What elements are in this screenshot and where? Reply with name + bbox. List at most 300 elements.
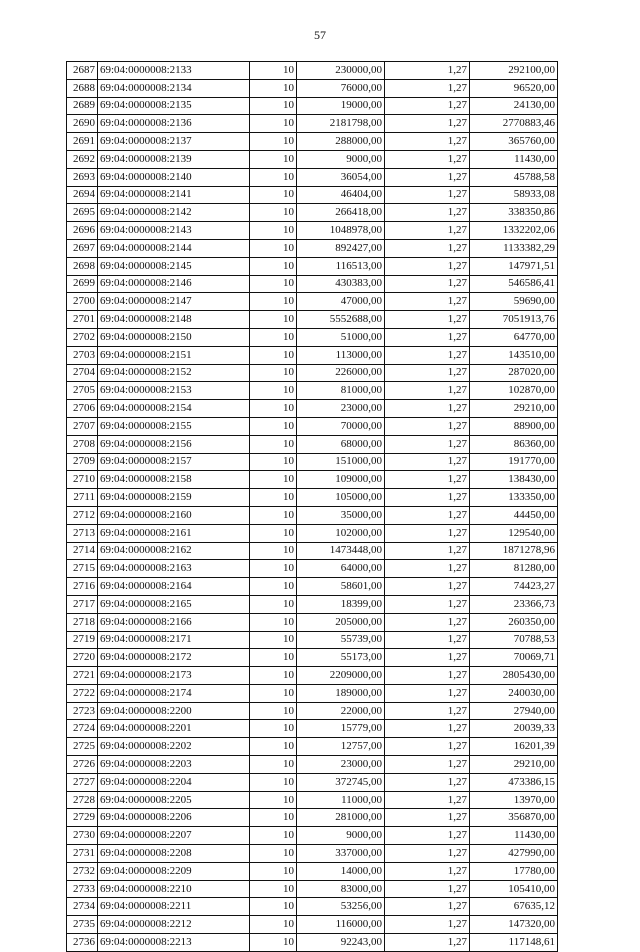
cadastral-number-cell: 69:04:0000008:2154 xyxy=(98,400,250,418)
table-row xyxy=(67,471,558,489)
coefficient-cell: 1,27 xyxy=(385,62,470,80)
base-value-cell: 14000,00 xyxy=(297,862,385,880)
coefficient-cell: 1,27 xyxy=(385,702,470,720)
table-row xyxy=(67,453,558,471)
count-cell: 10 xyxy=(250,62,297,80)
result-value-cell: 473386,15 xyxy=(470,773,558,791)
result-value-cell: 70788,53 xyxy=(470,631,558,649)
cadastral-number-cell: 69:04:0000008:2143 xyxy=(98,222,250,240)
table-row xyxy=(67,328,558,346)
base-value-cell: 105000,00 xyxy=(297,489,385,507)
cadastral-number-cell: 69:04:0000008:2208 xyxy=(98,845,250,863)
count-cell: 10 xyxy=(250,186,297,204)
coefficient-cell: 1,27 xyxy=(385,453,470,471)
table-row xyxy=(67,293,558,311)
count-cell: 10 xyxy=(250,595,297,613)
base-value-cell: 36054,00 xyxy=(297,168,385,186)
result-value-cell: 11430,00 xyxy=(470,827,558,845)
table-row xyxy=(67,364,558,382)
coefficient-cell: 1,27 xyxy=(385,595,470,613)
cadastral-number-cell: 69:04:0000008:2206 xyxy=(98,809,250,827)
base-value-cell: 430383,00 xyxy=(297,275,385,293)
cadastral-value-table xyxy=(66,61,558,952)
table-row xyxy=(67,168,558,186)
row-number-cell: 2697 xyxy=(67,239,98,257)
row-number-cell: 2729 xyxy=(67,809,98,827)
table-row xyxy=(67,845,558,863)
row-number-cell: 2734 xyxy=(67,898,98,916)
result-value-cell: 105410,00 xyxy=(470,880,558,898)
coefficient-cell: 1,27 xyxy=(385,400,470,418)
coefficient-cell: 1,27 xyxy=(385,97,470,115)
coefficient-cell: 1,27 xyxy=(385,791,470,809)
result-value-cell: 96520,00 xyxy=(470,79,558,97)
table-row xyxy=(67,613,558,631)
base-value-cell: 46404,00 xyxy=(297,186,385,204)
row-number-cell: 2707 xyxy=(67,417,98,435)
count-cell: 10 xyxy=(250,738,297,756)
row-number-cell: 2718 xyxy=(67,613,98,631)
result-value-cell: 147971,51 xyxy=(470,257,558,275)
count-cell: 10 xyxy=(250,827,297,845)
row-number-cell: 2688 xyxy=(67,79,98,97)
row-number-cell: 2703 xyxy=(67,346,98,364)
cadastral-number-cell: 69:04:0000008:2163 xyxy=(98,560,250,578)
coefficient-cell: 1,27 xyxy=(385,417,470,435)
base-value-cell: 58601,00 xyxy=(297,578,385,596)
page-number: 57 xyxy=(314,28,326,42)
row-number-cell: 2700 xyxy=(67,293,98,311)
base-value-cell: 113000,00 xyxy=(297,346,385,364)
base-value-cell: 23000,00 xyxy=(297,756,385,774)
base-value-cell: 83000,00 xyxy=(297,880,385,898)
coefficient-cell: 1,27 xyxy=(385,328,470,346)
count-cell: 10 xyxy=(250,542,297,560)
result-value-cell: 138430,00 xyxy=(470,471,558,489)
count-cell: 10 xyxy=(250,934,297,952)
row-number-cell: 2702 xyxy=(67,328,98,346)
count-cell: 10 xyxy=(250,506,297,524)
table-row xyxy=(67,934,558,952)
result-value-cell: 356870,00 xyxy=(470,809,558,827)
row-number-cell: 2717 xyxy=(67,595,98,613)
cadastral-number-cell: 69:04:0000008:2174 xyxy=(98,684,250,702)
cadastral-number-cell: 69:04:0000008:2203 xyxy=(98,756,250,774)
cadastral-number-cell: 69:04:0000008:2204 xyxy=(98,773,250,791)
table-row xyxy=(67,346,558,364)
count-cell: 10 xyxy=(250,435,297,453)
row-number-cell: 2721 xyxy=(67,667,98,685)
table-row xyxy=(67,133,558,151)
cadastral-number-cell: 69:04:0000008:2146 xyxy=(98,275,250,293)
result-value-cell: 81280,00 xyxy=(470,560,558,578)
cadastral-number-cell: 69:04:0000008:2140 xyxy=(98,168,250,186)
cadastral-number-cell: 69:04:0000008:2205 xyxy=(98,791,250,809)
cadastral-number-cell: 69:04:0000008:2139 xyxy=(98,150,250,168)
cadastral-number-cell: 69:04:0000008:2161 xyxy=(98,524,250,542)
coefficient-cell: 1,27 xyxy=(385,827,470,845)
count-cell: 10 xyxy=(250,346,297,364)
table-row xyxy=(67,97,558,115)
cadastral-number-cell: 69:04:0000008:2162 xyxy=(98,542,250,560)
row-number-cell: 2722 xyxy=(67,684,98,702)
base-value-cell: 51000,00 xyxy=(297,328,385,346)
count-cell: 10 xyxy=(250,756,297,774)
table-row xyxy=(67,578,558,596)
coefficient-cell: 1,27 xyxy=(385,364,470,382)
count-cell: 10 xyxy=(250,133,297,151)
row-number-cell: 2733 xyxy=(67,880,98,898)
count-cell: 10 xyxy=(250,667,297,685)
row-number-cell: 2699 xyxy=(67,275,98,293)
row-number-cell: 2726 xyxy=(67,756,98,774)
result-value-cell: 427990,00 xyxy=(470,845,558,863)
row-number-cell: 2691 xyxy=(67,133,98,151)
table-row xyxy=(67,489,558,507)
coefficient-cell: 1,27 xyxy=(385,916,470,934)
row-number-cell: 2701 xyxy=(67,311,98,329)
base-value-cell: 47000,00 xyxy=(297,293,385,311)
base-value-cell: 15779,00 xyxy=(297,720,385,738)
coefficient-cell: 1,27 xyxy=(385,898,470,916)
result-value-cell: 147320,00 xyxy=(470,916,558,934)
count-cell: 10 xyxy=(250,311,297,329)
row-number-cell: 2693 xyxy=(67,168,98,186)
result-value-cell: 292100,00 xyxy=(470,62,558,80)
coefficient-cell: 1,27 xyxy=(385,738,470,756)
table-row xyxy=(67,239,558,257)
count-cell: 10 xyxy=(250,453,297,471)
row-number-cell: 2716 xyxy=(67,578,98,596)
row-number-cell: 2719 xyxy=(67,631,98,649)
row-number-cell: 2725 xyxy=(67,738,98,756)
count-cell: 10 xyxy=(250,720,297,738)
table-row xyxy=(67,186,558,204)
count-cell: 10 xyxy=(250,239,297,257)
result-value-cell: 58933,08 xyxy=(470,186,558,204)
table-row xyxy=(67,275,558,293)
table-row xyxy=(67,542,558,560)
base-value-cell: 892427,00 xyxy=(297,239,385,257)
count-cell: 10 xyxy=(250,328,297,346)
cadastral-number-cell: 69:04:0000008:2166 xyxy=(98,613,250,631)
table-row xyxy=(67,791,558,809)
base-value-cell: 281000,00 xyxy=(297,809,385,827)
base-value-cell: 2209000,00 xyxy=(297,667,385,685)
count-cell: 10 xyxy=(250,364,297,382)
base-value-cell: 189000,00 xyxy=(297,684,385,702)
result-value-cell: 16201,39 xyxy=(470,738,558,756)
table-row xyxy=(67,150,558,168)
table-row xyxy=(67,222,558,240)
count-cell: 10 xyxy=(250,631,297,649)
base-value-cell: 19000,00 xyxy=(297,97,385,115)
result-value-cell: 240030,00 xyxy=(470,684,558,702)
count-cell: 10 xyxy=(250,204,297,222)
coefficient-cell: 1,27 xyxy=(385,506,470,524)
count-cell: 10 xyxy=(250,257,297,275)
result-value-cell: 2805430,00 xyxy=(470,667,558,685)
table-row xyxy=(67,898,558,916)
cadastral-number-cell: 69:04:0000008:2212 xyxy=(98,916,250,934)
base-value-cell: 102000,00 xyxy=(297,524,385,542)
row-number-cell: 2706 xyxy=(67,400,98,418)
coefficient-cell: 1,27 xyxy=(385,471,470,489)
count-cell: 10 xyxy=(250,150,297,168)
coefficient-cell: 1,27 xyxy=(385,631,470,649)
base-value-cell: 68000,00 xyxy=(297,435,385,453)
row-number-cell: 2723 xyxy=(67,702,98,720)
count-cell: 10 xyxy=(250,809,297,827)
cadastral-number-cell: 69:04:0000008:2148 xyxy=(98,311,250,329)
cadastral-number-cell: 69:04:0000008:2164 xyxy=(98,578,250,596)
table-row xyxy=(67,649,558,667)
coefficient-cell: 1,27 xyxy=(385,489,470,507)
count-cell: 10 xyxy=(250,702,297,720)
result-value-cell: 2770883,46 xyxy=(470,115,558,133)
base-value-cell: 9000,00 xyxy=(297,150,385,168)
row-number-cell: 2724 xyxy=(67,720,98,738)
coefficient-cell: 1,27 xyxy=(385,79,470,97)
count-cell: 10 xyxy=(250,115,297,133)
base-value-cell: 372745,00 xyxy=(297,773,385,791)
row-number-cell: 2708 xyxy=(67,435,98,453)
cadastral-number-cell: 69:04:0000008:2153 xyxy=(98,382,250,400)
base-value-cell: 109000,00 xyxy=(297,471,385,489)
row-number-cell: 2736 xyxy=(67,934,98,952)
count-cell: 10 xyxy=(250,684,297,702)
table-row xyxy=(67,382,558,400)
base-value-cell: 2181798,00 xyxy=(297,115,385,133)
result-value-cell: 1332202,06 xyxy=(470,222,558,240)
coefficient-cell: 1,27 xyxy=(385,845,470,863)
base-value-cell: 92243,00 xyxy=(297,934,385,952)
base-value-cell: 53256,00 xyxy=(297,898,385,916)
count-cell: 10 xyxy=(250,471,297,489)
count-cell: 10 xyxy=(250,97,297,115)
table-row xyxy=(67,720,558,738)
cadastral-number-cell: 69:04:0000008:2152 xyxy=(98,364,250,382)
base-value-cell: 64000,00 xyxy=(297,560,385,578)
table-row xyxy=(67,916,558,934)
cadastral-number-cell: 69:04:0000008:2133 xyxy=(98,62,250,80)
coefficient-cell: 1,27 xyxy=(385,293,470,311)
cadastral-number-cell: 69:04:0000008:2172 xyxy=(98,649,250,667)
count-cell: 10 xyxy=(250,560,297,578)
coefficient-cell: 1,27 xyxy=(385,773,470,791)
result-value-cell: 29210,00 xyxy=(470,756,558,774)
row-number-cell: 2690 xyxy=(67,115,98,133)
row-number-cell: 2720 xyxy=(67,649,98,667)
result-value-cell: 546586,41 xyxy=(470,275,558,293)
row-number-cell: 2731 xyxy=(67,845,98,863)
base-value-cell: 18399,00 xyxy=(297,595,385,613)
row-number-cell: 2689 xyxy=(67,97,98,115)
base-value-cell: 205000,00 xyxy=(297,613,385,631)
row-number-cell: 2711 xyxy=(67,489,98,507)
count-cell: 10 xyxy=(250,898,297,916)
coefficient-cell: 1,27 xyxy=(385,809,470,827)
coefficient-cell: 1,27 xyxy=(385,880,470,898)
count-cell: 10 xyxy=(250,400,297,418)
result-value-cell: 129540,00 xyxy=(470,524,558,542)
cadastral-number-cell: 69:04:0000008:2160 xyxy=(98,506,250,524)
coefficient-cell: 1,27 xyxy=(385,115,470,133)
coefficient-cell: 1,27 xyxy=(385,311,470,329)
cadastral-number-cell: 69:04:0000008:2173 xyxy=(98,667,250,685)
row-number-cell: 2730 xyxy=(67,827,98,845)
cadastral-number-cell: 69:04:0000008:2136 xyxy=(98,115,250,133)
result-value-cell: 64770,00 xyxy=(470,328,558,346)
base-value-cell: 1048978,00 xyxy=(297,222,385,240)
coefficient-cell: 1,27 xyxy=(385,435,470,453)
row-number-cell: 2735 xyxy=(67,916,98,934)
base-value-cell: 266418,00 xyxy=(297,204,385,222)
coefficient-cell: 1,27 xyxy=(385,168,470,186)
count-cell: 10 xyxy=(250,862,297,880)
base-value-cell: 288000,00 xyxy=(297,133,385,151)
coefficient-cell: 1,27 xyxy=(385,934,470,952)
table-row xyxy=(67,631,558,649)
result-value-cell: 1871278,96 xyxy=(470,542,558,560)
result-value-cell: 29210,00 xyxy=(470,400,558,418)
result-value-cell: 44450,00 xyxy=(470,506,558,524)
row-number-cell: 2709 xyxy=(67,453,98,471)
count-cell: 10 xyxy=(250,613,297,631)
row-number-cell: 2714 xyxy=(67,542,98,560)
cadastral-number-cell: 69:04:0000008:2145 xyxy=(98,257,250,275)
table-row xyxy=(67,702,558,720)
cadastral-number-cell: 69:04:0000008:2134 xyxy=(98,79,250,97)
table-row xyxy=(67,62,558,80)
cadastral-number-cell: 69:04:0000008:2213 xyxy=(98,934,250,952)
row-number-cell: 2695 xyxy=(67,204,98,222)
count-cell: 10 xyxy=(250,880,297,898)
count-cell: 10 xyxy=(250,489,297,507)
coefficient-cell: 1,27 xyxy=(385,275,470,293)
table-row xyxy=(67,506,558,524)
coefficient-cell: 1,27 xyxy=(385,133,470,151)
result-value-cell: 365760,00 xyxy=(470,133,558,151)
count-cell: 10 xyxy=(250,524,297,542)
row-number-cell: 2692 xyxy=(67,150,98,168)
cadastral-number-cell: 69:04:0000008:2211 xyxy=(98,898,250,916)
row-number-cell: 2696 xyxy=(67,222,98,240)
coefficient-cell: 1,27 xyxy=(385,150,470,168)
table-row xyxy=(67,667,558,685)
coefficient-cell: 1,27 xyxy=(385,667,470,685)
base-value-cell: 1473448,00 xyxy=(297,542,385,560)
base-value-cell: 55739,00 xyxy=(297,631,385,649)
table-row xyxy=(67,115,558,133)
row-number-cell: 2713 xyxy=(67,524,98,542)
cadastral-number-cell: 69:04:0000008:2141 xyxy=(98,186,250,204)
coefficient-cell: 1,27 xyxy=(385,257,470,275)
cadastral-number-cell: 69:04:0000008:2151 xyxy=(98,346,250,364)
base-value-cell: 55173,00 xyxy=(297,649,385,667)
row-number-cell: 2728 xyxy=(67,791,98,809)
table-row xyxy=(67,862,558,880)
table-row xyxy=(67,435,558,453)
count-cell: 10 xyxy=(250,578,297,596)
result-value-cell: 17780,00 xyxy=(470,862,558,880)
count-cell: 10 xyxy=(250,168,297,186)
base-value-cell: 116000,00 xyxy=(297,916,385,934)
table-body xyxy=(67,62,558,952)
cadastral-number-cell: 69:04:0000008:2171 xyxy=(98,631,250,649)
result-value-cell: 287020,00 xyxy=(470,364,558,382)
base-value-cell: 81000,00 xyxy=(297,382,385,400)
result-value-cell: 102870,00 xyxy=(470,382,558,400)
cadastral-number-cell: 69:04:0000008:2159 xyxy=(98,489,250,507)
row-number-cell: 2687 xyxy=(67,62,98,80)
table-row xyxy=(67,773,558,791)
count-cell: 10 xyxy=(250,417,297,435)
result-value-cell: 23366,73 xyxy=(470,595,558,613)
result-value-cell: 7051913,76 xyxy=(470,311,558,329)
coefficient-cell: 1,27 xyxy=(385,720,470,738)
table-row xyxy=(67,560,558,578)
cadastral-number-cell: 69:04:0000008:2202 xyxy=(98,738,250,756)
base-value-cell: 76000,00 xyxy=(297,79,385,97)
coefficient-cell: 1,27 xyxy=(385,684,470,702)
cadastral-number-cell: 69:04:0000008:2144 xyxy=(98,239,250,257)
row-number-cell: 2694 xyxy=(67,186,98,204)
cadastral-number-cell: 69:04:0000008:2147 xyxy=(98,293,250,311)
cadastral-number-cell: 69:04:0000008:2200 xyxy=(98,702,250,720)
result-value-cell: 88900,00 xyxy=(470,417,558,435)
count-cell: 10 xyxy=(250,791,297,809)
row-number-cell: 2705 xyxy=(67,382,98,400)
result-value-cell: 59690,00 xyxy=(470,293,558,311)
result-value-cell: 260350,00 xyxy=(470,613,558,631)
coefficient-cell: 1,27 xyxy=(385,862,470,880)
table-row xyxy=(67,809,558,827)
cadastral-number-cell: 69:04:0000008:2137 xyxy=(98,133,250,151)
coefficient-cell: 1,27 xyxy=(385,239,470,257)
cadastral-number-cell: 69:04:0000008:2201 xyxy=(98,720,250,738)
result-value-cell: 1133382,29 xyxy=(470,239,558,257)
row-number-cell: 2704 xyxy=(67,364,98,382)
base-value-cell: 12757,00 xyxy=(297,738,385,756)
coefficient-cell: 1,27 xyxy=(385,578,470,596)
result-value-cell: 86360,00 xyxy=(470,435,558,453)
coefficient-cell: 1,27 xyxy=(385,204,470,222)
table-row xyxy=(67,684,558,702)
cadastral-number-cell: 69:04:0000008:2150 xyxy=(98,328,250,346)
base-value-cell: 22000,00 xyxy=(297,702,385,720)
result-value-cell: 133350,00 xyxy=(470,489,558,507)
base-value-cell: 337000,00 xyxy=(297,845,385,863)
table-row xyxy=(67,524,558,542)
cadastral-number-cell: 69:04:0000008:2209 xyxy=(98,862,250,880)
base-value-cell: 230000,00 xyxy=(297,62,385,80)
cadastral-number-cell: 69:04:0000008:2165 xyxy=(98,595,250,613)
base-value-cell: 151000,00 xyxy=(297,453,385,471)
cadastral-number-cell: 69:04:0000008:2155 xyxy=(98,417,250,435)
result-value-cell: 24130,00 xyxy=(470,97,558,115)
row-number-cell: 2698 xyxy=(67,257,98,275)
count-cell: 10 xyxy=(250,845,297,863)
cadastral-number-cell: 69:04:0000008:2210 xyxy=(98,880,250,898)
base-value-cell: 116513,00 xyxy=(297,257,385,275)
result-value-cell: 117148,61 xyxy=(470,934,558,952)
base-value-cell: 5552688,00 xyxy=(297,311,385,329)
result-value-cell: 27940,00 xyxy=(470,702,558,720)
base-value-cell: 9000,00 xyxy=(297,827,385,845)
count-cell: 10 xyxy=(250,773,297,791)
count-cell: 10 xyxy=(250,293,297,311)
